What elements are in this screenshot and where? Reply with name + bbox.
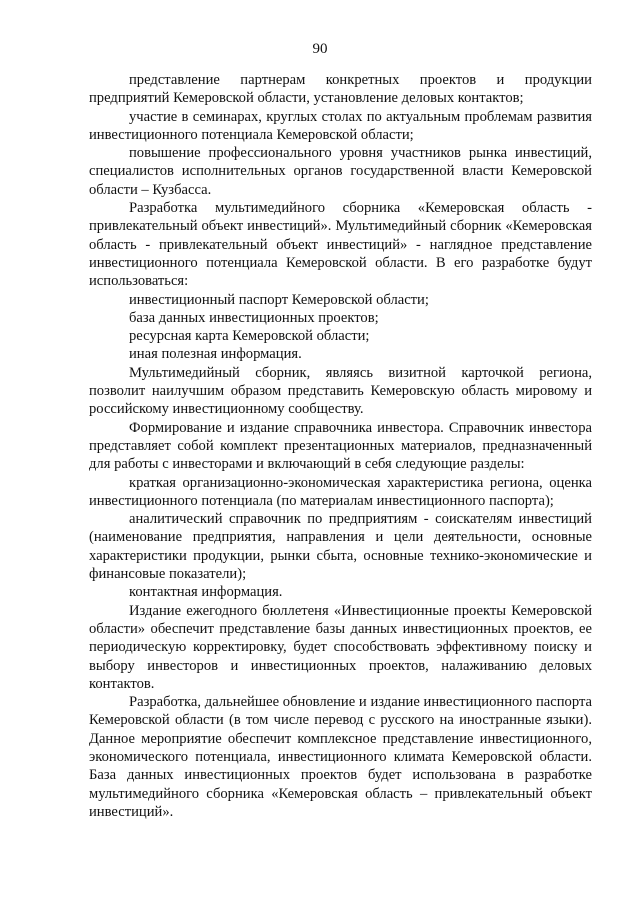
list-item: ресурсная карта Кемеровской области;	[129, 328, 370, 345]
paragraph: повышение профессионального уровня участников рынка инвестиций, специалистов исполнительных органов государственной власти Кемеровской области – Кузбасса.	[89, 145, 592, 198]
list-item: контактная информация.	[129, 584, 283, 601]
document-body	[89, 71, 592, 821]
list-item: база данных инвестиционных проектов;	[129, 309, 379, 326]
paragraph: Мультимедийный сборник, являясь визитной карточкой региона, позволит наилучшим образом представить Кемеровскую область мировому и российскому инвестиционному сообществу.	[89, 364, 592, 418]
paragraph: представление партнерам конкретных проектов и продукции предприятий Кемеровской области, установление деловых контактов;	[89, 72, 592, 107]
paragraph: Издание ежегодного бюллетеня «Инвестиционные проекты Кемеровской области» обеспечит представление базы данных инвестиционных проектов, ее периодическую корректировку, будет способствовать эффективному поиску и выбору инвесторов и инвестиционных проектов, налаживанию деловых контактов.	[89, 602, 592, 692]
paragraph: Формирование и издание справочника инвестора. Справочник инвестора представляет собой комплект презентационных материалов, предназначенный для работы с инвесторами и включающий в себя следующие разделы:	[89, 419, 592, 473]
paragraph: Разработка, дальнейшее обновление и издание инвестиционного паспорта Кемеровской области (в том числе перевод с русского на иностранные языки). Данное мероприятие обеспечит комплексное представление инвестиционного, экономического потенциала, инвестиционного климата Кемеровской области. База данных инвестиционных проектов будет использована в разработке мультимедийного сборника «Кемеровская область – привлекательный объект инвестиций».	[89, 694, 592, 820]
list-item: краткая организационно-экономическая характеристика региона, оценка инвестиционного потенциала (по материалам инвестиционного паспорта);	[89, 474, 592, 509]
paragraph: участие в семинарах, круглых столах по актуальным проблемам развития инвестиционного потенциала Кемеровской области;	[89, 108, 592, 143]
list-item: аналитический справочник по предприятиям - соискателям инвестиций (наименование предприятия, направления и цели деятельности, основные характеристики продукции, рынки сбыта, основные технико-экономические и финансовые показатели);	[89, 511, 592, 583]
page-number: 90	[312, 41, 328, 57]
list-item: иная полезная информация.	[129, 346, 302, 363]
list-item: инвестиционный паспорт Кемеровской области;	[129, 291, 429, 308]
paragraph: Разработка мультимедийного сборника «Кемеровская область - привлекательный объект инвестиций». Мультимедийный сборник «Кемеровская область - привлекательный объект инвестиций» - наглядное представление инвестиционного потенциала Кемеровской области. В его разработке будут использоваться:	[89, 200, 592, 290]
